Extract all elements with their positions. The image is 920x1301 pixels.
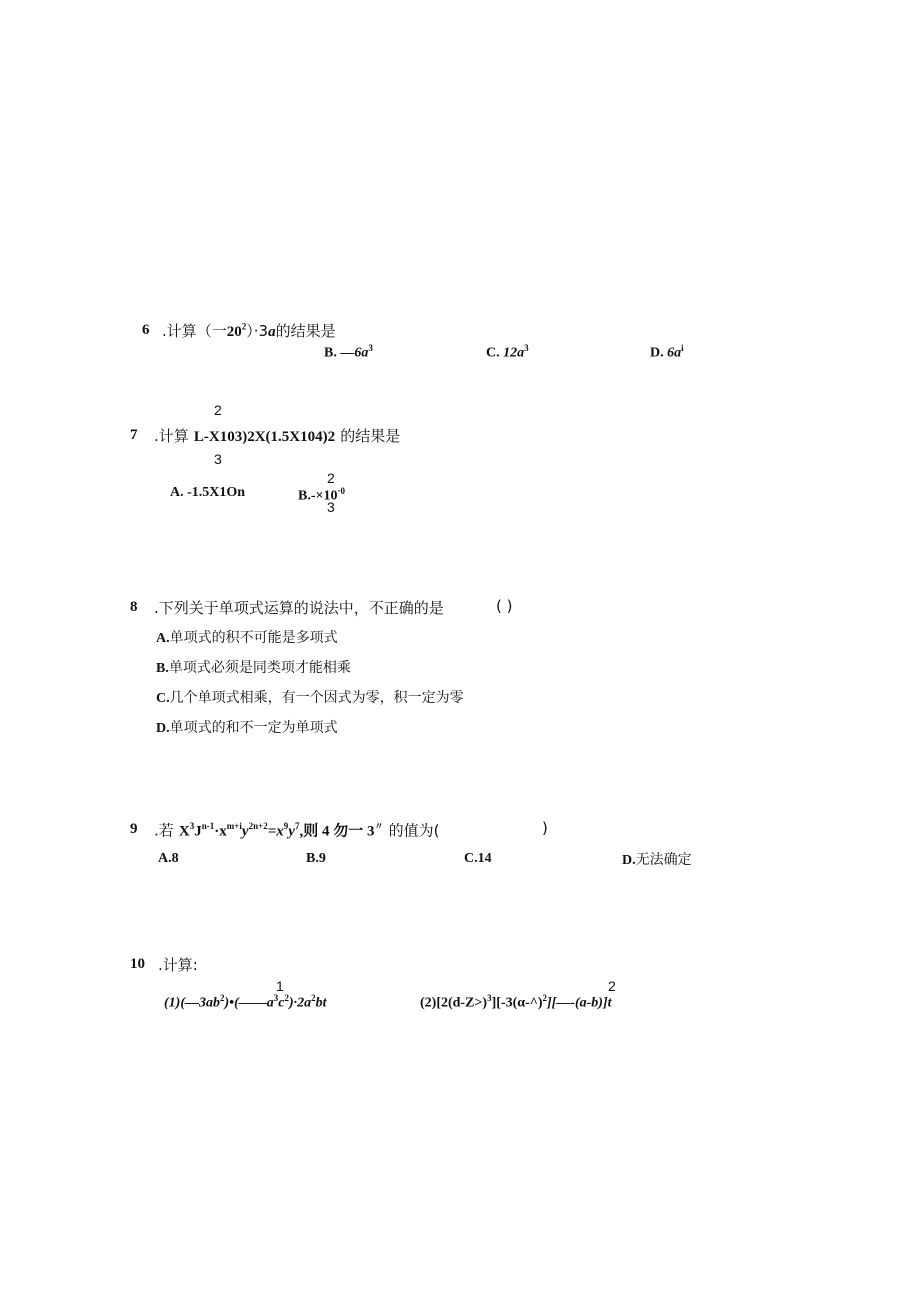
q8-paren: ( ) (496, 597, 513, 615)
q7-option-b-frac-top: 2 (327, 470, 335, 486)
q9-stem: .若 $X^3J^{n-1}\cdot x^{m+i}y^{2n+2}=x^9y^7$,则 4 勿一 3〃 的值为( (154, 821, 440, 840)
q6-number: 6 (142, 322, 150, 338)
q7-number: 7 (130, 427, 138, 443)
q7-stem (154, 425, 400, 446)
q7-option-b: $B.-\times 10^{\cdot 0}$ (298, 486, 345, 504)
q7-math: L-X103)2X(1.5X104)2 (193, 429, 336, 445)
q6-option-b: B. $—6a^3$ (324, 343, 373, 361)
q6-stem (162, 320, 336, 341)
q8-option-b: B.单项式必须是同类项才能相乘 (156, 660, 351, 676)
q8-number: 8 (130, 599, 138, 615)
q6-suffix: 的结果是 (275, 322, 336, 340)
q7-prefix: .计算 (154, 427, 189, 445)
q9-number: 9 (130, 821, 138, 837)
q6-math: 20 (226, 324, 242, 340)
q10-number: 10 (130, 956, 145, 972)
q10-p1-top-number: 1 (276, 978, 284, 994)
q7-bottom-number: 3 (214, 451, 222, 467)
q10-part-2: (2)[2(d-Z>)$^3$][-3(α-^)$^2$][—-(a-b)]t (420, 993, 612, 1011)
q10-stem: .计算: (158, 956, 198, 974)
q10-part-1: $(1)(—3ab^2)•(——a^3c^2)\cdot 2a^2bt$ (164, 993, 327, 1011)
q8-option-d: D.单项式的和不一定为单项式 (156, 720, 338, 736)
q6-sup: 2 (241, 321, 247, 332)
q6-var: a (268, 324, 276, 340)
q6-option-d: D. $6a^i$ (650, 343, 684, 361)
q8-option-a: A.单项式的积不可能是多项式 (156, 630, 338, 646)
q9-option-d: D.无法确定 (622, 852, 692, 868)
q6-option-c: C. $12a^3$ (486, 343, 529, 361)
q9-option-a: A.8 (158, 851, 179, 866)
q6-prefix: .计算（一 (162, 322, 227, 340)
q6-mid: ）·3 (246, 322, 269, 340)
q9-option-c: C.14 (464, 851, 492, 866)
q7-suffix: 的结果是 (340, 427, 401, 445)
q7-top-number: 2 (214, 402, 222, 418)
q7-option-b-frac-bottom: 3 (327, 499, 335, 515)
q8-stem: .下列关于单项式运算的说法中，不正确的是 (154, 599, 444, 617)
q9-option-b: B.9 (306, 851, 326, 866)
q8-option-c: C.几个单项式相乘，有一个因式为零，积一定为零 (156, 690, 464, 706)
q7-option-a: A. -1.5X1On (170, 485, 246, 500)
q10-p2-top-number: 2 (608, 978, 616, 994)
q9-close-paren: ) (542, 819, 548, 837)
